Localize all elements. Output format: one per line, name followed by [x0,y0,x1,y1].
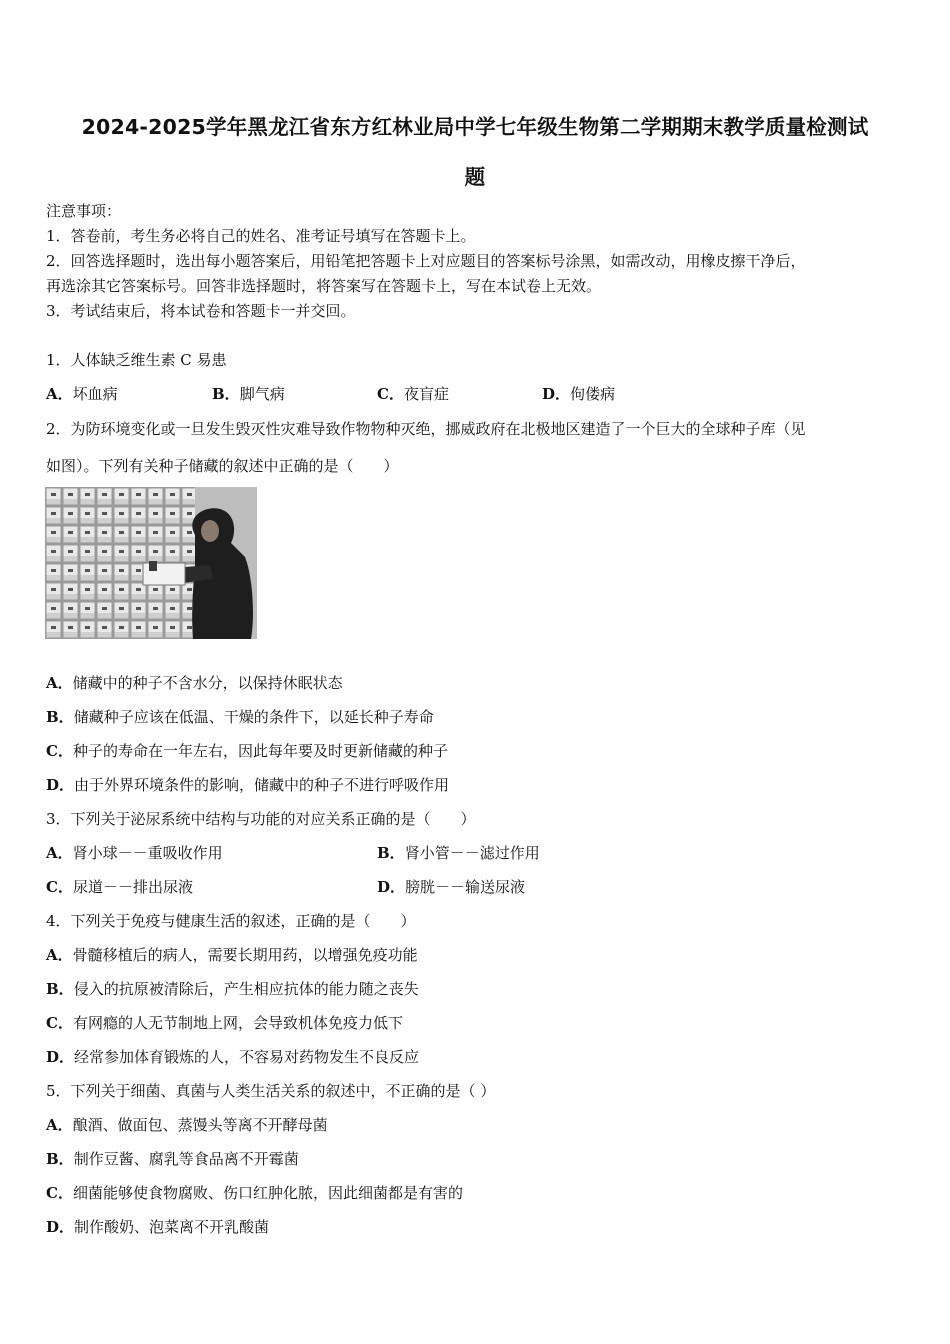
option-text: 侵入的抗原被清除后，产生相应抗体的能力随之丧失 [73,980,419,998]
option-label: D． [377,878,406,896]
q3-option-c [46,877,193,897]
option-label: C． [46,1184,73,1202]
seed-vault-photo [45,487,257,639]
q5-option-c [46,1183,463,1203]
option-label: C． [377,385,404,403]
option-text: 佝偻病 [570,385,616,403]
option-text: 脚气病 [239,385,285,403]
notice-item-2-cont: 再选涂其它答案标号。回答非选择题时，将答案写在答题卡上，写在本试卷上无效。 [46,277,602,295]
q5-option-d [46,1217,269,1237]
question-2-stem: 2．为防环境变化或一旦发生毁灭性灾难导致作物物种灭绝，挪威政府在北极地区建造了一个巨大的全球种子库（见 [46,420,806,438]
option-label: A． [46,674,73,692]
option-text: 酿酒、做面包、蒸馒头等离不开酵母菌 [72,1116,328,1134]
question-3-stem: 3．下列关于泌尿系统中结构与功能的对应关系正确的是（ ） [46,810,476,828]
notice-item-3: 3．考试结束后，将本试卷和答题卡一并交回。 [46,302,356,320]
q1-option-a [46,384,118,404]
option-text: 种子的寿命在一年左右，因此每年要及时更新储藏的种子 [72,742,448,760]
notice-item-1: 1．答卷前，考生务必将自己的姓名、准考证号填写在答题卡上。 [46,227,476,245]
option-label: D． [46,1048,75,1066]
option-text: 骨髓移植后的病人，需要长期用药，以增强免疫功能 [72,946,418,964]
option-label: C． [46,878,73,896]
option-text: 夜盲症 [403,385,449,403]
option-text: 坏血病 [72,385,118,403]
option-label: B． [46,1150,74,1168]
option-text: 细菌能够使食物腐败、伤口红肿化脓，因此细菌都是有害的 [72,1184,463,1202]
question-1-stem: 1．人体缺乏维生素 C 易患 [46,351,227,369]
q1-option-b [212,384,285,404]
page-title [40,102,910,202]
option-label: D． [542,385,571,403]
notice-heading: 注意事项： [46,202,122,220]
q3-option-d [377,877,525,897]
option-label: B． [377,844,405,862]
q2-option-d [46,775,449,795]
option-label: A． [46,844,73,862]
notice-item-2: 2．回答选择题时，选出每小题答案后，用铅笔把答题卡上对应题目的答案标号涂黑，如需改动，用橡皮擦干净后， [46,252,806,270]
q5-option-a [46,1115,328,1135]
option-text: 由于外界环境条件的影响，储藏中的种子不进行呼吸作用 [74,776,450,794]
option-label: D． [46,1218,75,1236]
option-label: D． [46,776,75,794]
option-text: 膀胱－－输送尿液 [405,878,526,896]
q1-option-d [542,384,615,404]
option-label: C． [46,1014,73,1032]
option-text: 储藏种子应该在低温、干燥的条件下，以延长种子寿命 [73,708,434,726]
question-5-stem: 5．下列关于细菌、真菌与人类生活关系的叙述中，不正确的是（ ） [46,1082,496,1100]
title-line-1: 2024-2025学年黑龙江省东方红林业局中学七年级生物第二学期期末教学质量检测试 [81,115,869,139]
q2-option-a [46,673,343,693]
option-text: 肾小球－－重吸收作用 [72,844,223,862]
option-text: 制作豆酱、腐乳等食品离不开霉菌 [73,1150,299,1168]
q4-option-b [46,979,419,999]
option-text: 肾小管－－滤过作用 [404,844,540,862]
q1-option-c [377,384,449,404]
option-label: A． [46,385,73,403]
q3-option-a [46,843,223,863]
question-2-stem-cont: 如图）。下列有关种子储藏的叙述中正确的是（ ） [46,457,399,475]
q4-option-c [46,1013,403,1033]
option-label: A． [46,946,73,964]
q3-option-b [377,843,540,863]
option-text: 储藏中的种子不含水分，以保持休眠状态 [72,674,343,692]
option-label: B． [46,708,74,726]
option-label: B． [212,385,240,403]
q4-option-a [46,945,418,965]
option-text: 经常参加体育锻炼的人，不容易对药物发生不良反应 [74,1048,420,1066]
option-label: B． [46,980,74,998]
title-line-2: 题 [464,165,486,189]
seed-vault-illustration [45,487,257,639]
q2-option-b [46,707,434,727]
option-text: 有网瘾的人无节制地上网，会导致机体免疫力低下 [72,1014,403,1032]
q4-option-d [46,1047,419,1067]
option-label: A． [46,1116,73,1134]
option-text: 尿道－－排出尿液 [72,878,193,896]
option-label: C． [46,742,73,760]
q5-option-b [46,1149,299,1169]
q2-option-c [46,741,448,761]
question-4-stem: 4．下列关于免疫与健康生活的叙述，正确的是（ ） [46,912,416,930]
option-text: 制作酸奶、泡菜离不开乳酸菌 [74,1218,270,1236]
